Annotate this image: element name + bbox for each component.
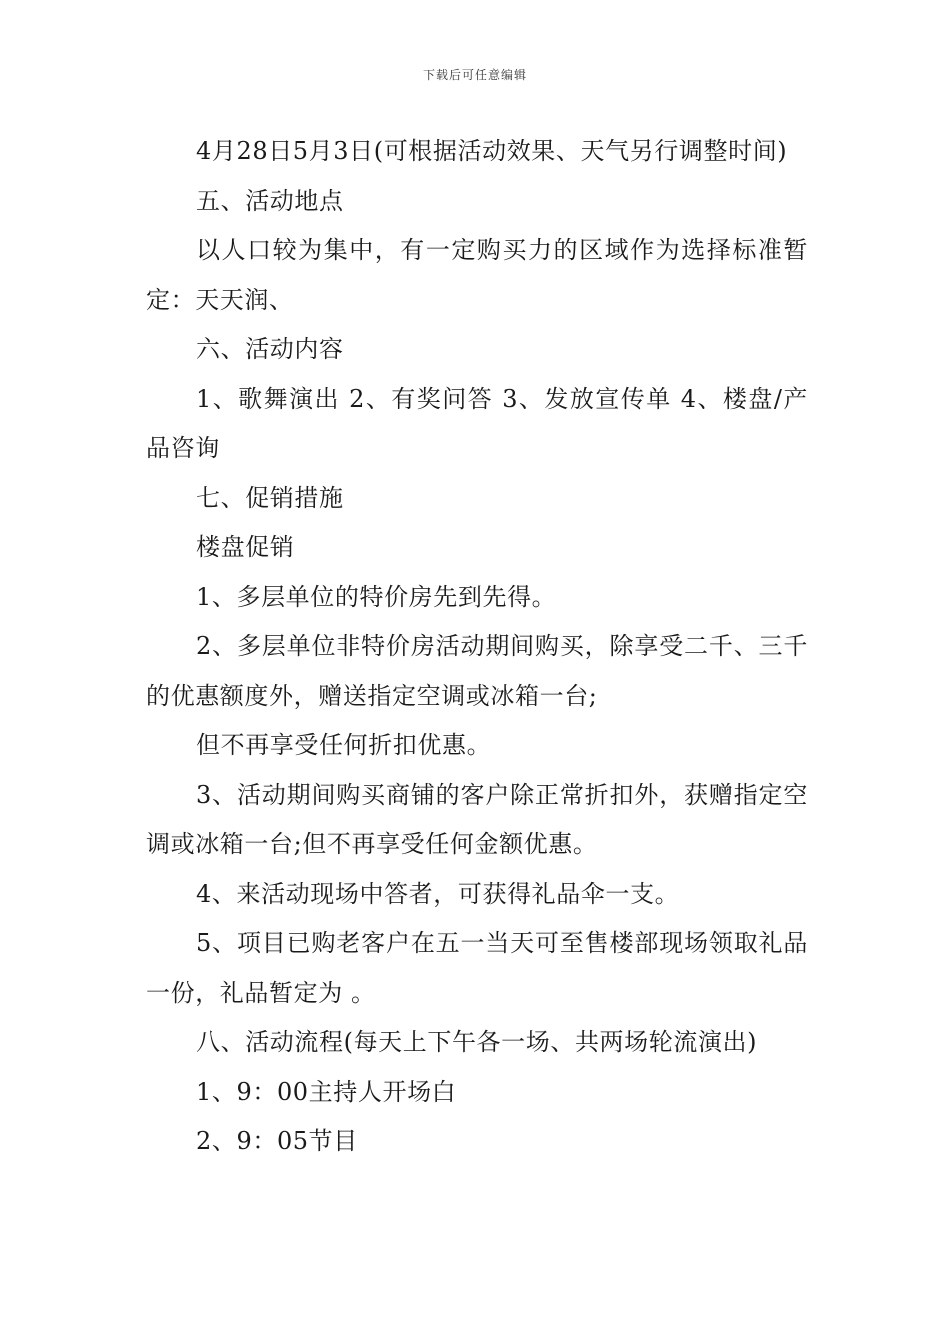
promotion-item-5: 5、项目已购老客户在五一当天可至售楼部现场领取礼品一份，礼品暂定为 。: [146, 929, 808, 1007]
paragraph-activity-time: 4月28日5月3日(可根据活动效果、天气另行调整时间): [196, 137, 788, 165]
process-item-1: 1、9：00主持人开场白: [196, 1077, 457, 1106]
process-item-2: 2、9：05节目: [196, 1127, 358, 1155]
document-body: [146, 127, 808, 1167]
promotion-item-3: 3、活动期间购买商铺的客户除正常折扣外，获赠指定空调或冰箱一台;但不再享受任何金额优惠。: [146, 780, 808, 858]
page-header: 下载后可任意编辑: [422, 68, 527, 82]
paragraph-content-items: 1、歌舞演出 2、有奖问答 3、发放宣传单 4、楼盘/产品咨询: [146, 384, 808, 462]
promotion-item-4: 4、来活动现场中答者，可获得礼品伞一支。: [196, 879, 680, 908]
promotion-item-1: 1、多层单位的特价房先到先得。: [196, 582, 557, 611]
promotion-item-2: 2、多层单位非特价房活动期间购买，除享受二千、三千的优惠额度外，赠送指定空调或冰箱一台;: [146, 632, 808, 710]
subheading-property-promotion: 楼盘促销: [196, 533, 295, 561]
heading-activity-location: 五、活动地点: [196, 186, 344, 215]
heading-activity-process: 八、活动流程(每天上下午各一场、共两场轮流演出): [196, 1028, 758, 1056]
heading-activity-content: 六、活动内容: [196, 335, 344, 363]
paragraph-location-detail: 以人口较为集中，有一定购买力的区域作为选择标准暂定：天天润、: [146, 236, 808, 314]
heading-promotion-measures: 七、促销措施: [196, 483, 344, 512]
promotion-item-2-note: 但不再享受任何折扣优惠。: [196, 731, 492, 759]
